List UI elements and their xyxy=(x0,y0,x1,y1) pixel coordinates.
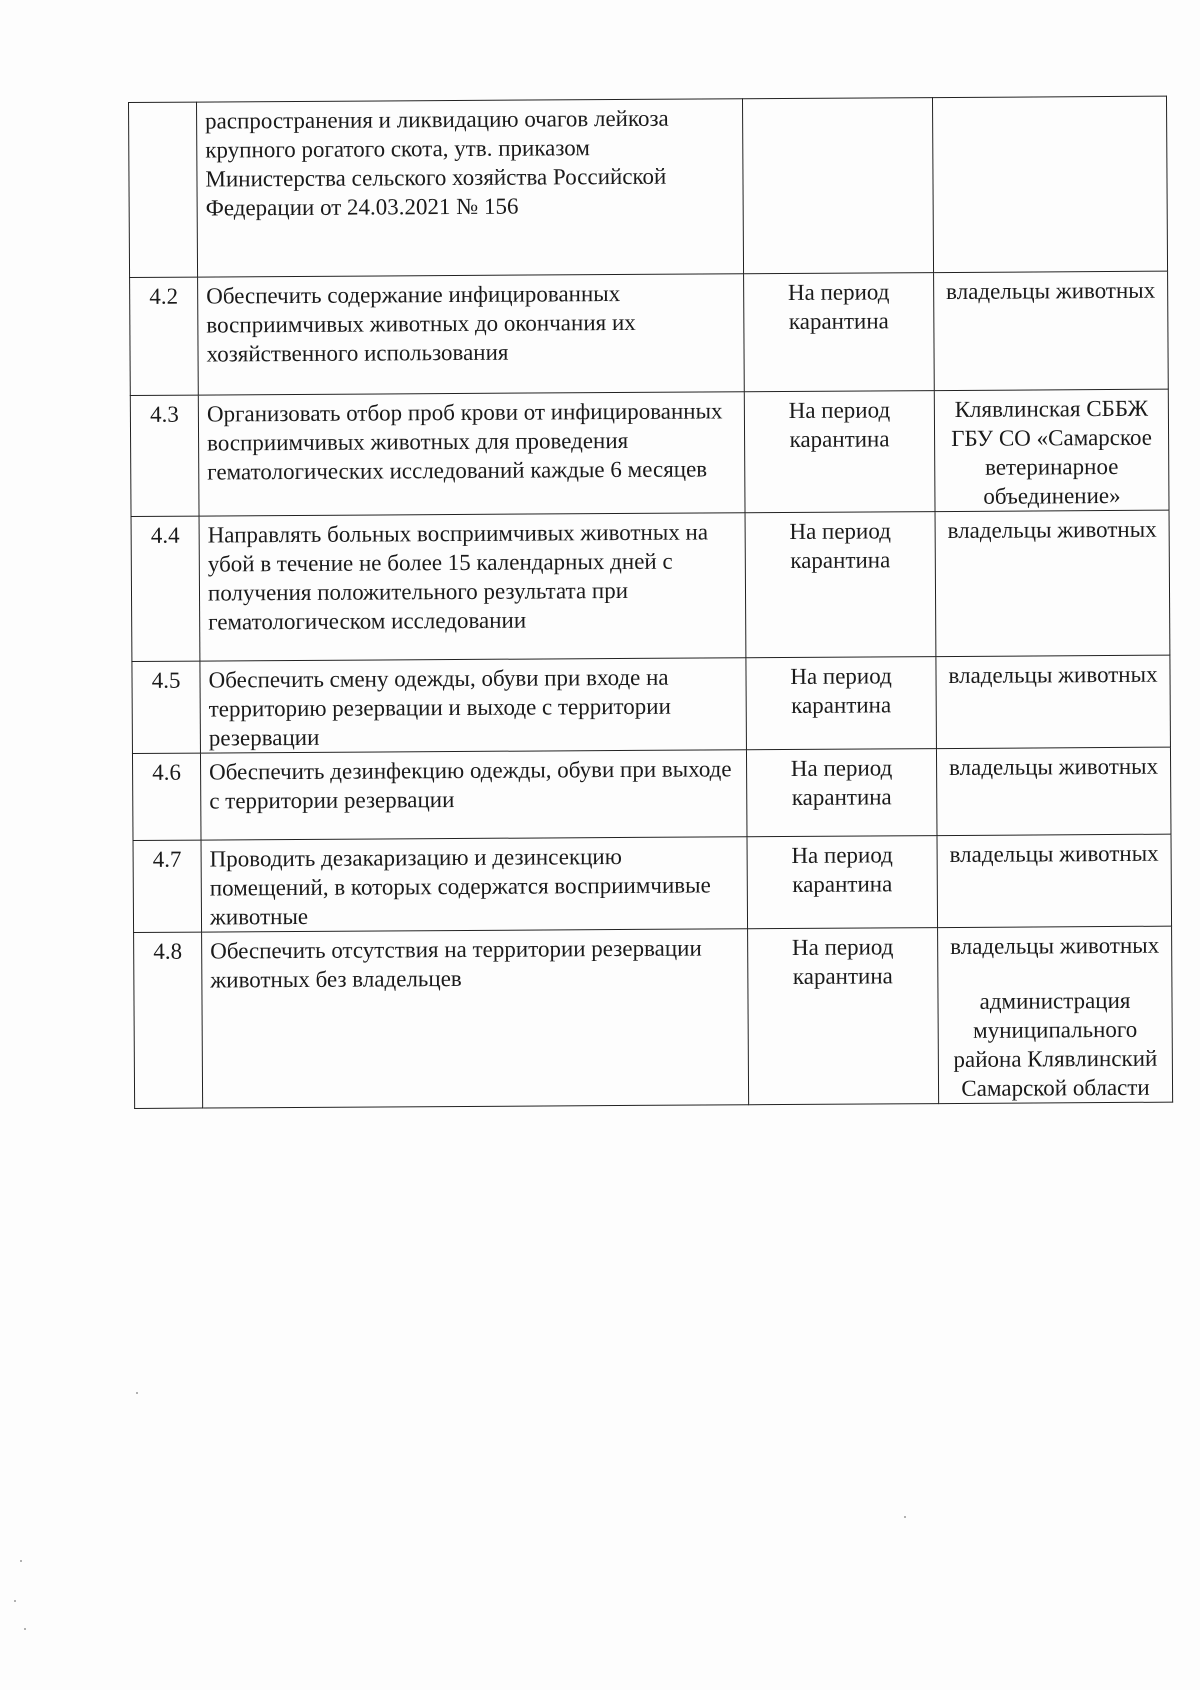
row-responsible: владельцы животных xyxy=(934,271,1169,390)
table-row xyxy=(130,389,1169,516)
scan-speck xyxy=(14,1600,16,1602)
row-number: 4.6 xyxy=(132,753,201,840)
row-action: Организовать отбор проб крови от инфицированных восприимчивых животных для проведения гематологических исследований каждые 6 месяцев xyxy=(198,392,745,516)
row-action: Обеспечить смену одежды, обуви при входе на территорию резервации и выходе с территории резервации xyxy=(200,658,747,753)
row-number xyxy=(129,102,198,277)
row-action: Обеспечить дезинфекцию одежды, обуви при выходе с территории резервации xyxy=(200,750,747,840)
row-term: На период карантина xyxy=(747,836,938,929)
table-row xyxy=(129,96,1168,277)
table-row xyxy=(133,834,1172,932)
scan-speck xyxy=(904,1516,906,1518)
row-term: На период карантина xyxy=(744,273,935,392)
row-term: На период карантина xyxy=(746,749,937,837)
row-action: Обеспечить отсутствия на территории резервации животных без владельцев xyxy=(202,929,749,1108)
row-responsible xyxy=(932,96,1167,272)
row-responsible: владельцы животных xyxy=(937,834,1172,927)
spacer xyxy=(946,960,1163,987)
row-responsible: владельцы животных xyxy=(936,655,1171,748)
row-number: 4.5 xyxy=(132,661,201,753)
row-term xyxy=(742,98,933,274)
row-number: 4.7 xyxy=(133,840,202,932)
row-term: На период карантина xyxy=(746,657,937,750)
row-responsible: Клявлинская СББЖ ГБУ СО «Самарское ветеринарное объединение» xyxy=(934,389,1169,511)
table-row xyxy=(132,655,1171,753)
table-row xyxy=(132,747,1171,840)
row-term: На период карантина xyxy=(748,928,939,1105)
row-action: Проводить дезакаризацию и дезинсекцию помещений, в которых содержатся восприимчивые животные xyxy=(201,837,748,932)
row-responsible: владельцы животных xyxy=(936,747,1171,835)
table-row xyxy=(130,271,1169,395)
row-action: Направлять больных восприимчивых животных на убой в течение не более 15 календарных дней с получения положительного результата при гематологическом исследовании xyxy=(199,513,746,661)
measures-table xyxy=(128,96,1173,1109)
row-number: 4.3 xyxy=(130,395,199,516)
scan-speck xyxy=(20,1560,22,1562)
row-term: На период карантина xyxy=(744,391,935,513)
row-action: распространения и ликвидацию очагов лейкоза крупного рогатого скота, утв. приказом Министерства сельского хозяйства Российской Федерации от 24.03.2021 № 156 xyxy=(197,99,744,277)
scan-speck xyxy=(136,1392,138,1394)
scan-speck xyxy=(24,1628,26,1630)
row-action: Обеспечить содержание инфицированных восприимчивых животных до окончания их хозяйственного использования xyxy=(198,274,745,395)
row-responsible: владельцы животных xyxy=(950,932,1160,959)
row-term: На период карантина xyxy=(745,512,936,658)
table-row xyxy=(131,510,1170,661)
row-number: 4.2 xyxy=(130,277,199,395)
row-number: 4.4 xyxy=(131,516,200,661)
table-row xyxy=(134,926,1173,1108)
row-responsible-extra: администрация муниципального района Клявлинский Самарской области xyxy=(953,987,1158,1101)
row-number: 4.8 xyxy=(134,932,203,1108)
row-responsible: владельцы животных xyxy=(935,510,1170,656)
row-responsible-cell xyxy=(938,926,1173,1103)
